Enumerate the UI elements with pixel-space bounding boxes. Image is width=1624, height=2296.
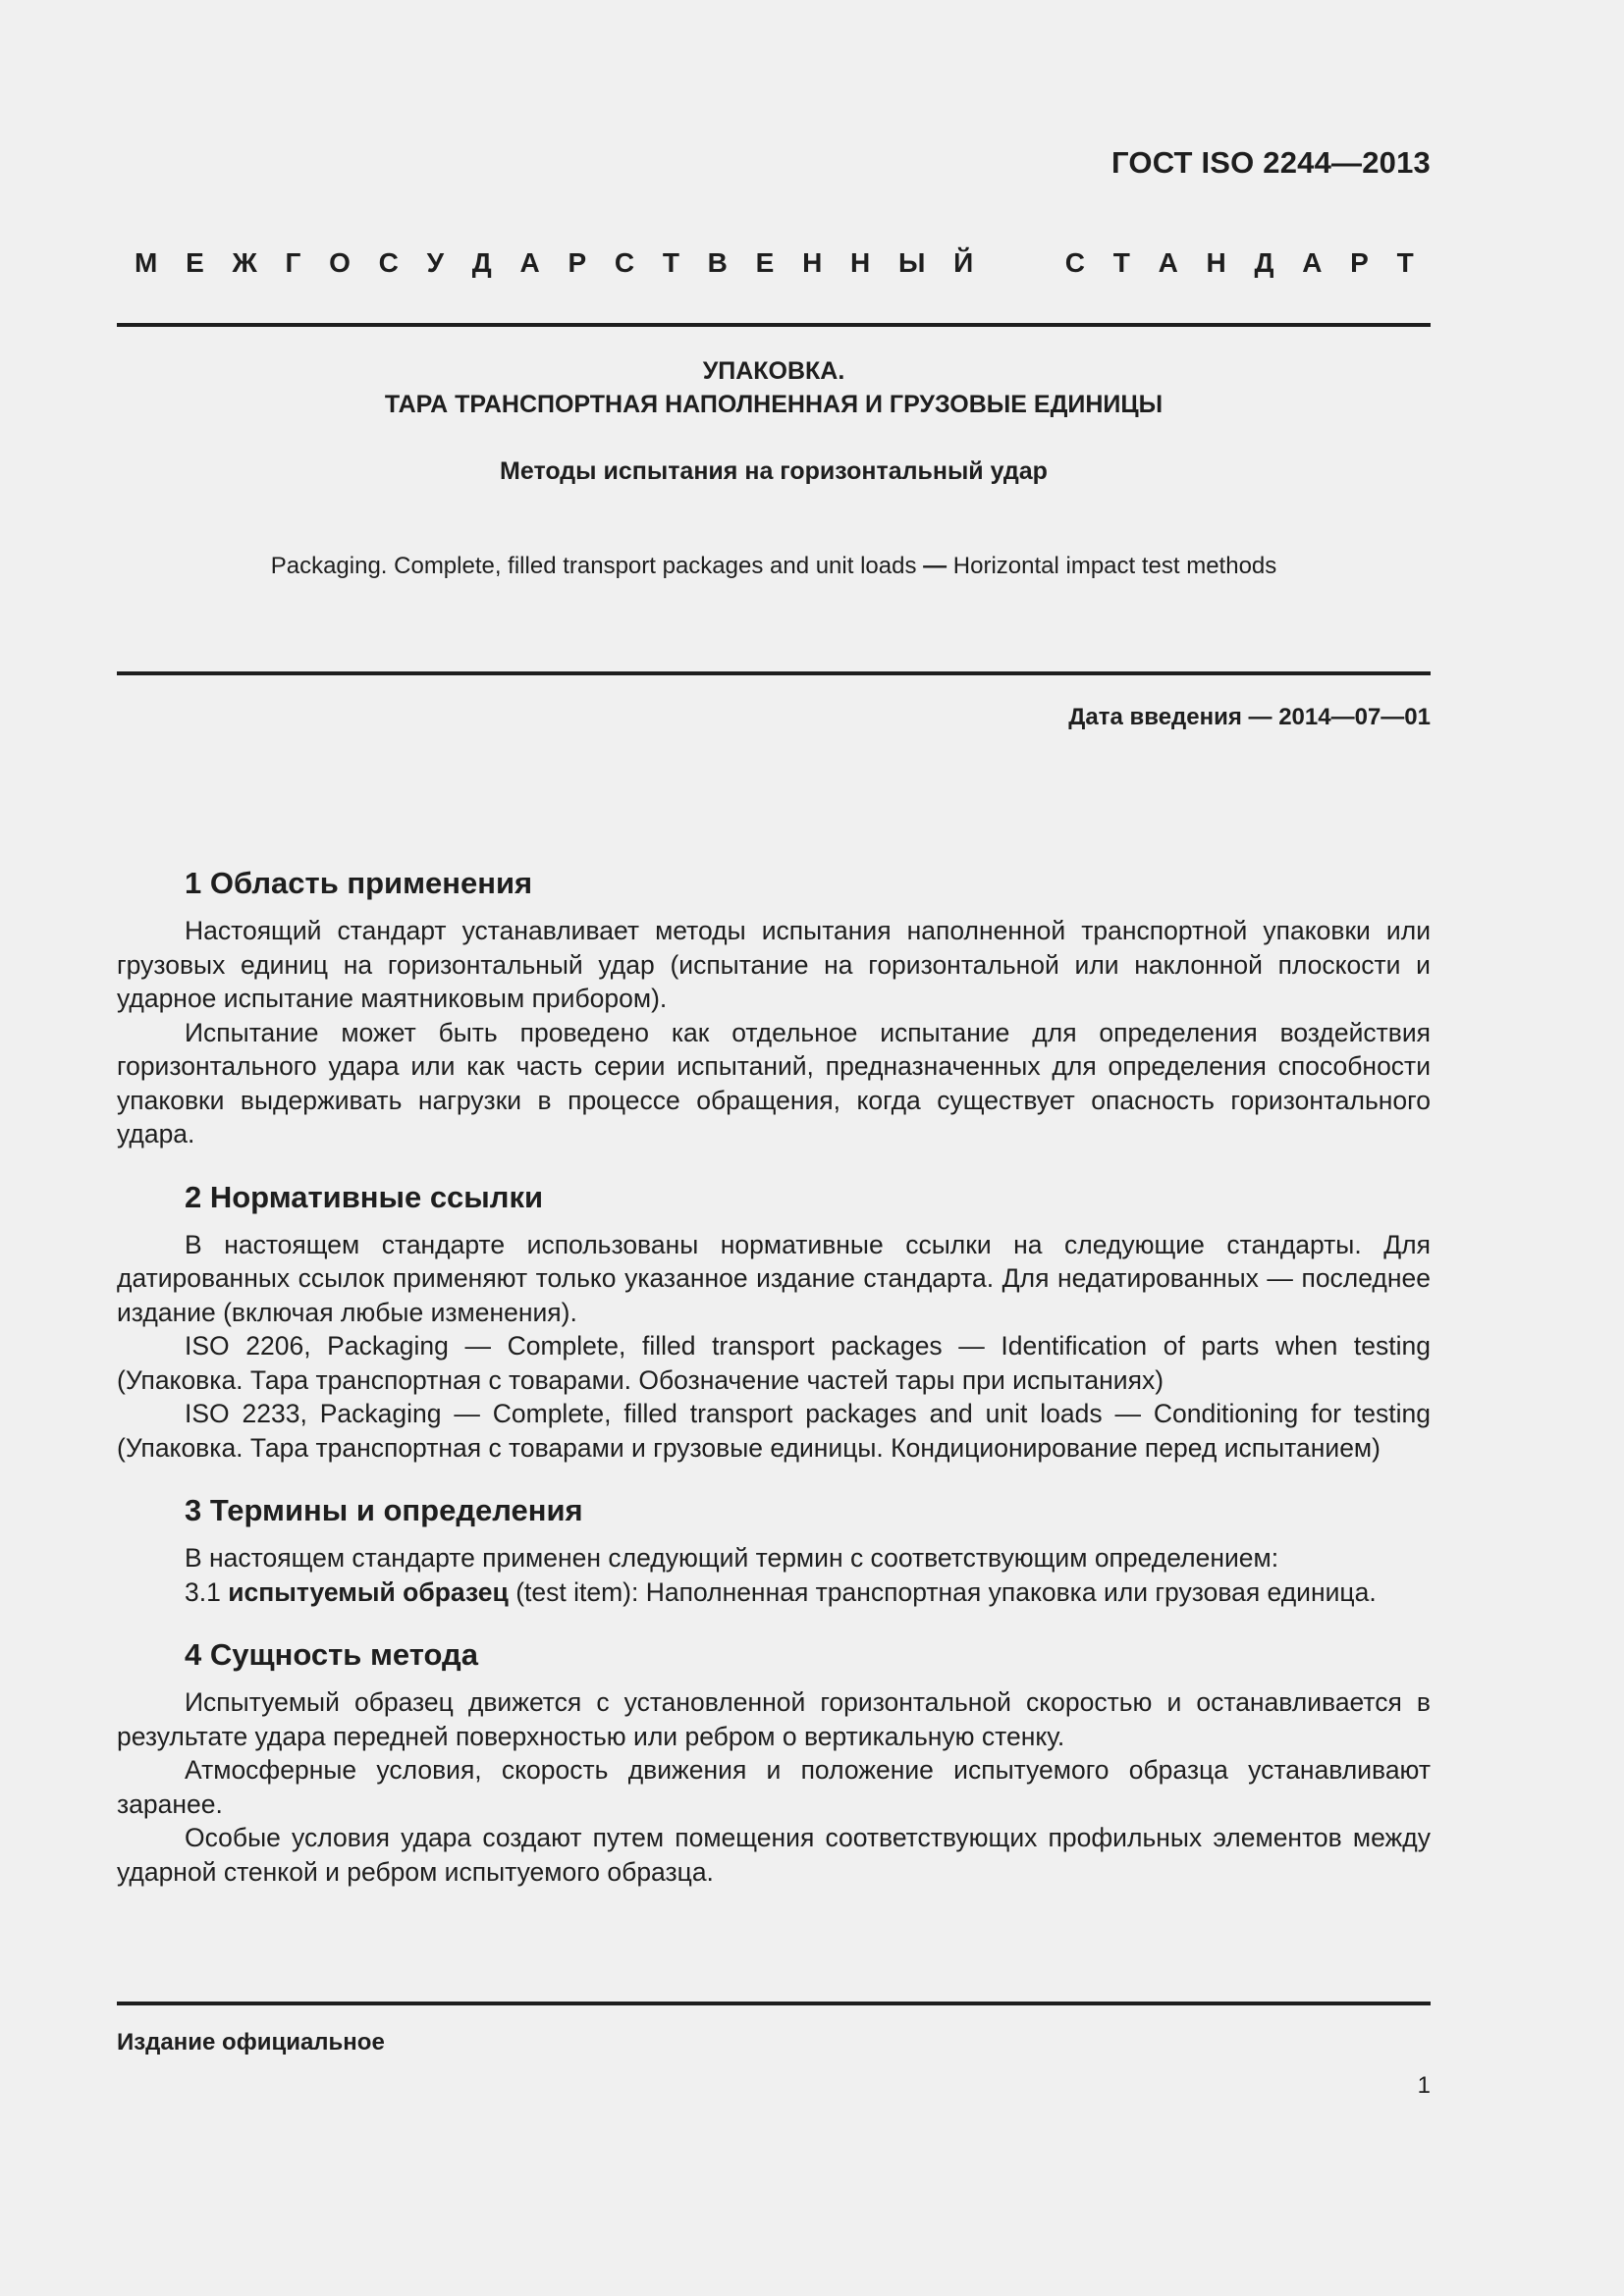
- kind-letter: А: [1302, 247, 1323, 278]
- paragraph: Атмосферные условия, скорость движения и положение испытуемого образца устанавливают заранее.: [117, 1755, 1431, 1819]
- section-heading: 1 Область применения: [185, 866, 533, 900]
- reference-item: ISO 2206, Packaging — Complete, filled transport packages — Identification of parts when testing (Упаковка. Тара транспортная с товарами. Обозначение частей тары при испытаниях): [117, 1331, 1431, 1395]
- introduction-date: Дата введения — 2014—07—01: [1068, 704, 1431, 730]
- kind-letter: Е: [186, 247, 204, 278]
- paragraph: Испытуемый образец движется с установленной горизонтальной скоростью и останавливается в результате удара передней поверхностью или ребром о вертикальную стенку.: [117, 1687, 1431, 1751]
- kind-letter: Т: [662, 247, 679, 278]
- term-definition: [117, 1575, 1431, 1610]
- english-title-part: Packaging. Complete, filled transport packages and unit loads: [270, 553, 924, 579]
- kind-letter: Н: [802, 247, 823, 278]
- header-divider: [117, 323, 1431, 327]
- footer-divider: [117, 2002, 1431, 2005]
- term-text: (test item): Наполненная транспортная упаковка или грузовая единица.: [508, 1576, 1377, 1607]
- section-heading: 3 Термины и определения: [185, 1493, 583, 1527]
- section-heading: 4 Сущность метода: [185, 1637, 478, 1672]
- kind-letter: М: [135, 247, 158, 278]
- kind-letter: Р: [1350, 247, 1369, 278]
- paragraph: Настоящий стандарт устанавливает методы испытания наполненной транспортной упаковки или грузовых единиц на горизонтальный удар (испытание на горизонтальной или наклонной плоскости и ударное испытание маятниковым прибором).: [117, 916, 1431, 1013]
- kind-letter: Д: [1254, 247, 1274, 278]
- subtitle: Методы испытания на горизонтальный удар: [500, 457, 1048, 485]
- kind-letter: Е: [755, 247, 775, 278]
- kind-letter: Н: [1206, 247, 1226, 278]
- kind-letter: Р: [568, 247, 587, 278]
- english-title-part: Horizontal impact test methods: [947, 553, 1277, 579]
- kind-letter: Ы: [898, 247, 926, 278]
- term-name: испытуемый образец: [228, 1576, 509, 1607]
- kind-letter: У: [426, 247, 445, 278]
- kind-word-gap: [1001, 247, 1037, 279]
- kind-letter: Н: [850, 247, 871, 278]
- paragraph: В настоящем стандарте использованы нормативные ссылки на следующие стандарты. Для датированных ссылок применяют только указанное издание стандарта. Для недатированных — последнее издание (включая любые изменения).: [117, 1229, 1431, 1327]
- paragraph: Испытание может быть проведено как отдельное испытание для определения воздействия горизонтального удара или как часть серии испытаний, предназначенных для определения способности упаковки выдерживать нагрузки в процессе обращения, когда существует опасность горизонтального удара.: [117, 1017, 1431, 1148]
- kind-letter: А: [519, 247, 540, 278]
- page-number: 1: [1417, 2072, 1431, 2099]
- kind-letter: Т: [1112, 247, 1130, 278]
- kind-letter: Т: [1396, 247, 1414, 278]
- kind-letter: Й: [953, 247, 974, 278]
- paragraph: Особые условия удара создают путем помещения соответствующих профильных элементов между ударной стенкой и ребром испытуемого образца.: [117, 1823, 1431, 1887]
- edition-label: Издание официальное: [117, 2029, 385, 2056]
- paragraph: В настоящем стандарте применен следующий термин с соответствующим определением:: [185, 1543, 1279, 1573]
- kind-letter: Ж: [232, 247, 257, 278]
- section-heading: 2 Нормативные ссылки: [185, 1179, 544, 1214]
- document-body: [117, 864, 1431, 1889]
- standard-kind-heading: [135, 247, 1414, 279]
- title-divider: [117, 671, 1431, 675]
- title-line-1: УПАКОВКА.: [702, 357, 845, 385]
- kind-letter: Г: [285, 247, 301, 278]
- kind-letter: О: [329, 247, 351, 278]
- term-number: 3.1: [185, 1576, 229, 1607]
- kind-letter: С: [614, 247, 635, 278]
- english-title-dash: —: [923, 553, 947, 579]
- kind-letter: А: [1158, 247, 1178, 278]
- reference-item: ISO 2233, Packaging — Complete, filled transport packages and unit loads — Conditioning for testing (Упаковка. Тара транспортная с товарами и грузовые единицы. Кондиционирование перед испытанием): [117, 1399, 1431, 1463]
- english-title: [117, 553, 1431, 580]
- kind-letter: С: [378, 247, 399, 278]
- title-line-2: ТАРА ТРАНСПОРТНАЯ НАПОЛНЕННАЯ И ГРУЗОВЫЕ ЕДИНИЦЫ: [384, 391, 1164, 418]
- kind-letter: С: [1064, 247, 1085, 278]
- kind-letter: Д: [471, 247, 492, 278]
- kind-letter: В: [707, 247, 728, 278]
- document-number: ГОСТ ISO 2244—2013: [1111, 145, 1431, 180]
